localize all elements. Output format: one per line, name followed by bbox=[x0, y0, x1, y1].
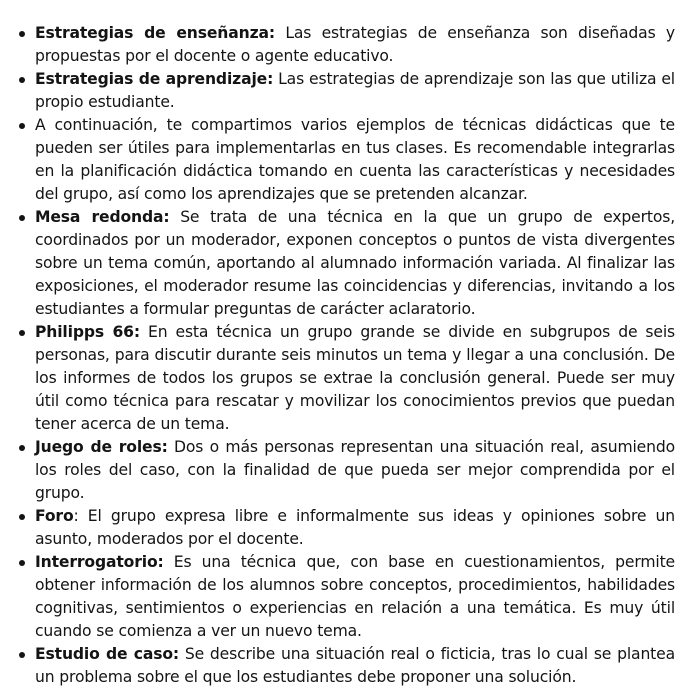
list-item bbox=[35, 68, 675, 114]
list-item bbox=[35, 22, 675, 68]
item-text: Es una técnica que, con base en cuestionamientos, permite obtener información de los alumnos sobre conceptos, procedimientos, habilidades cognitivas, sentimientos o experiencias en relación a una temática. Es muy útil cuando se comienza a ver un nuevo tema. bbox=[35, 553, 675, 640]
item-text: : El grupo expresa libre e informalmente sus ideas y opiniones sobre un asunto, moderados por el docente. bbox=[35, 507, 675, 548]
list-item bbox=[35, 206, 675, 321]
bullet-icon bbox=[19, 77, 25, 83]
list-item bbox=[35, 551, 675, 643]
item-term: Estrategias de aprendizaje: bbox=[35, 70, 274, 88]
bullet-icon bbox=[19, 445, 25, 451]
item-term: Interrogatorio: bbox=[35, 553, 164, 571]
list-item bbox=[35, 505, 675, 551]
item-term: Estudio de caso: bbox=[35, 645, 179, 663]
item-text: Las estrategias de aprendizaje son las que utiliza el propio estudiante. bbox=[35, 70, 675, 111]
item-term: Mesa redonda: bbox=[35, 208, 170, 226]
item-text: En esta técnica un grupo grande se divide en subgrupos de seis personas, para discutir durante seis minutos un tema y llegar a una conclusión. De los informes de todos los grupos se extrae la conclusión general. Puede ser muy útil como técnica para rescatar y movilizar los conocimientos previos que puedan tener acerca de un tema. bbox=[35, 323, 675, 433]
bullet-icon bbox=[19, 514, 25, 520]
item-term: Juego de roles: bbox=[35, 438, 168, 456]
bullet-icon bbox=[19, 560, 25, 566]
list-item bbox=[35, 643, 675, 689]
item-text: A continuación, te compartimos varios ejemplos de técnicas didácticas que te pueden ser útiles para implementarlas en tus clases. Es recomendable integrarlas en la planificación didáctica tomando en cuenta las características y necesidades del grupo, así como los aprendizajes que se pretenden alcanzar. bbox=[35, 116, 675, 203]
item-term: Foro bbox=[35, 507, 74, 525]
bullet-icon bbox=[19, 215, 25, 221]
list-item bbox=[35, 114, 675, 206]
bullet-icon bbox=[19, 652, 25, 658]
item-text: Las estrategias de enseñanza son diseñadas y propuestas por el docente o agente educativo. bbox=[35, 24, 675, 65]
item-text: Dos o más personas representan una situación real, asumiendo los roles del caso, con la finalidad de que pueda ser mejor comprendida por el grupo. bbox=[35, 438, 675, 502]
bullet-list bbox=[35, 22, 675, 689]
bullet-icon bbox=[19, 123, 25, 129]
bullet-icon bbox=[19, 31, 25, 37]
item-text: Se describe una situación real o ficticia, tras lo cual se plantea un problema sobre el que los estudiantes debe proponer una solución. bbox=[35, 645, 675, 686]
list-item bbox=[35, 436, 675, 505]
item-text: Se trata de una técnica en la que un grupo de expertos, coordinados por un moderador, exponen conceptos o puntos de vista divergentes sobre un tema común, aportando al alumnado información variada. Al finalizar las exposiciones, el moderador resume las coincidencias y diferencias, invitando a los estudiantes a formular preguntas de carácter aclaratorio. bbox=[35, 208, 675, 318]
item-term: Estrategias de enseñanza: bbox=[35, 24, 275, 42]
item-term: Philipps 66: bbox=[35, 323, 140, 341]
list-item bbox=[35, 321, 675, 436]
bullet-icon bbox=[19, 330, 25, 336]
